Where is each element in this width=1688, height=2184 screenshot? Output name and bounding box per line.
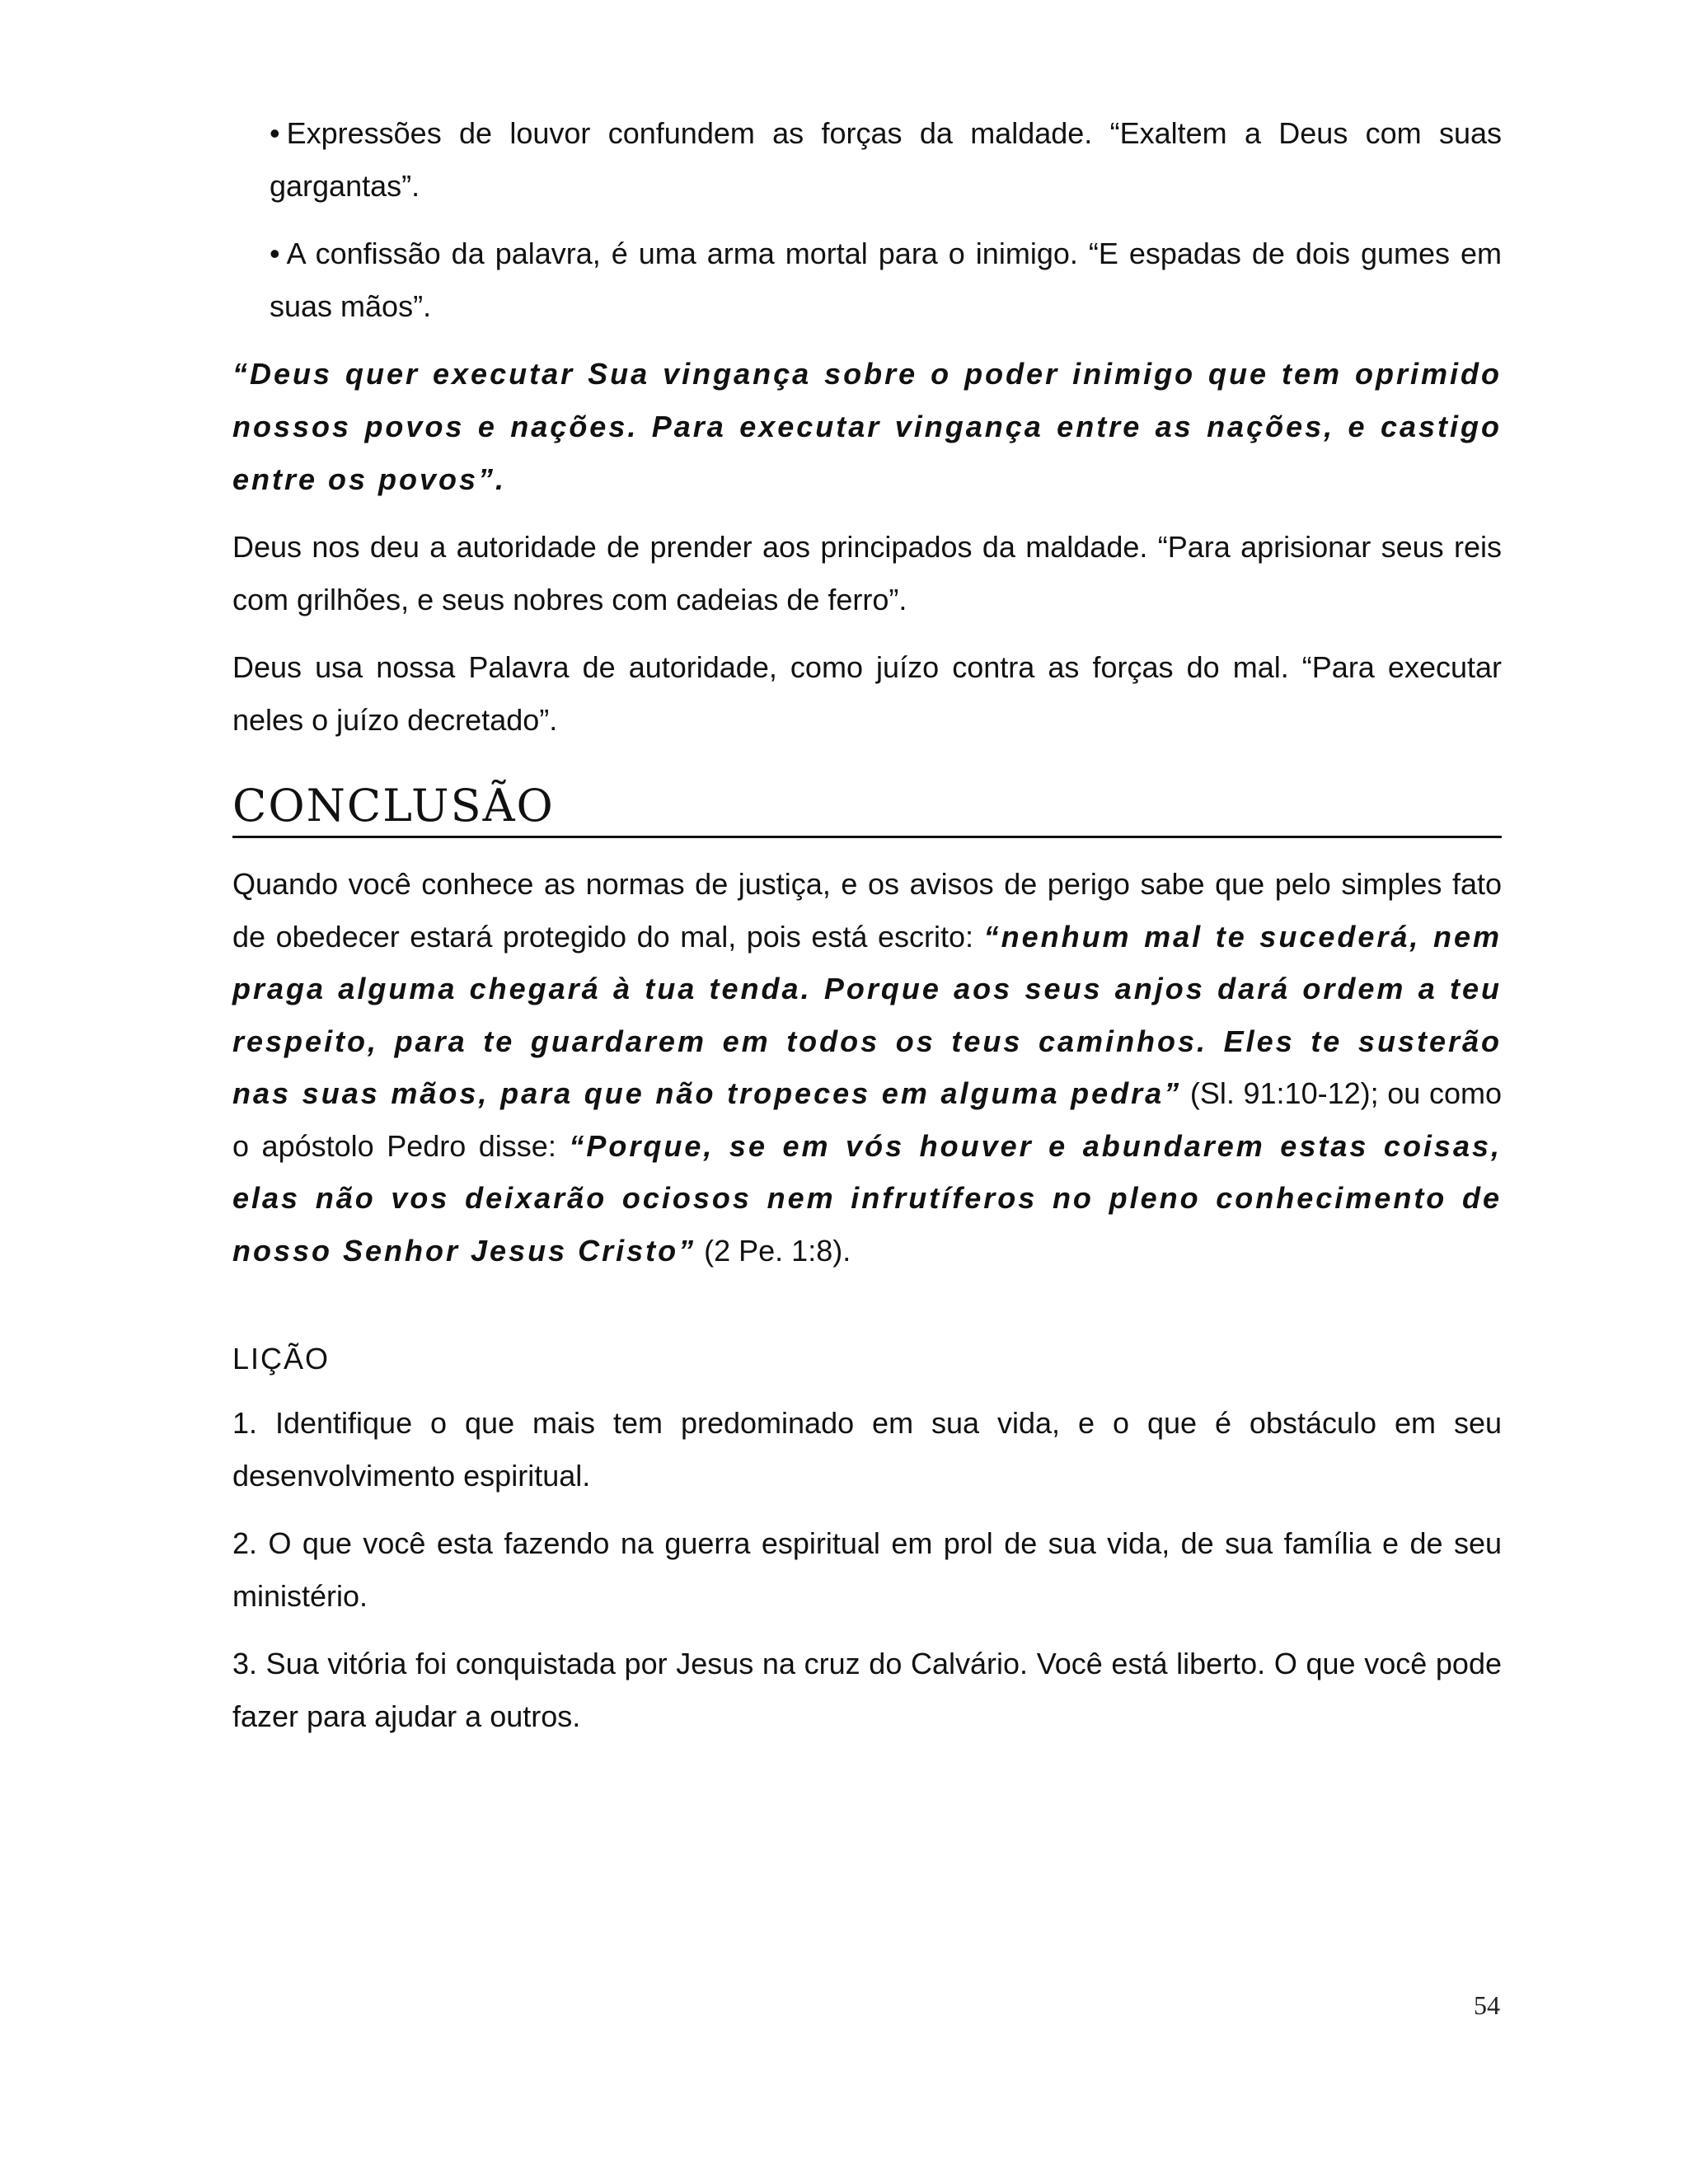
bullet-list bbox=[270, 107, 1502, 333]
bullet-text: Expressões de louvor confundem as forças da maldade. “Exaltem a Deus com suas gargantas”. bbox=[270, 116, 1502, 203]
conclusion-text: (Sl. 91:10-12); ou como o apóstolo Pedro disse: bbox=[232, 1076, 1502, 1163]
bullet-item bbox=[270, 227, 1502, 333]
page-number: 54 bbox=[1474, 1990, 1500, 2020]
lesson-item: 3. Sua vitória foi conquistada por Jesus na cruz do Calvário. Você está liberto. O que você pode fazer para ajudar a outros. bbox=[232, 1647, 1502, 1733]
conclusion-quote: “Porque, se em vós houver e abundarem estas coisas, elas não vos deixarão ociosos nem infrutíferos no pleno conhecimento de nosso Senhor Jesus Cristo” bbox=[232, 1128, 1502, 1268]
bullet-item bbox=[270, 107, 1502, 213]
bullet-icon: • bbox=[270, 237, 280, 270]
conclusion-quote: “nenhum mal te sucederá, nem praga alguma chegará à tua tenda. Porque aos seus anjos dará ordem a teu respeito, para te guardarem em todos os teus caminhos. Eles te susterão nas suas mãos, para que não tropeces em alguma pedra” bbox=[232, 919, 1502, 1110]
conclusion-heading: CONCLUSÃO bbox=[232, 780, 1502, 838]
conclusion-text: Quando você conhece as normas de justiça, e os avisos de perigo sabe que pelo simples fato de obedecer estará protegido do mal, pois está escrito: bbox=[232, 867, 1502, 954]
body-paragraph: Deus nos deu a autoridade de prender aos principados da maldade. “Para aprisionar seus reis com grilhões, e seus nobres com cadeias de ferro”. bbox=[232, 530, 1502, 616]
scripture-quote: “Deus quer executar Sua vingança sobre o poder inimigo que tem oprimido nossos povos e nações. Para executar vingança entre as nações, e castigo entre os povos”. bbox=[232, 357, 1502, 496]
lesson-item: 1. Identifique o que mais tem predominado em sua vida, e o que é obstáculo em seu desenvolvimento espiritual. bbox=[232, 1406, 1502, 1493]
document-page bbox=[232, 107, 1502, 1758]
lesson-heading: LIÇÃO bbox=[232, 1342, 331, 1376]
conclusion-paragraph bbox=[232, 858, 1502, 1277]
bullet-text: A confissão da palavra, é uma arma mortal para o inimigo. “E espadas de dois gumes em suas mãos”. bbox=[270, 237, 1502, 323]
lesson-item: 2. O que você esta fazendo na guerra espiritual em prol de sua vida, de sua família e de seu ministério. bbox=[232, 1526, 1502, 1613]
bullet-icon: • bbox=[270, 116, 280, 150]
body-paragraph: Deus usa nossa Palavra de autoridade, como juízo contra as forças do mal. “Para executar neles o juízo decretado”. bbox=[232, 650, 1502, 737]
conclusion-text: (2 Pe. 1:8). bbox=[696, 1233, 851, 1268]
